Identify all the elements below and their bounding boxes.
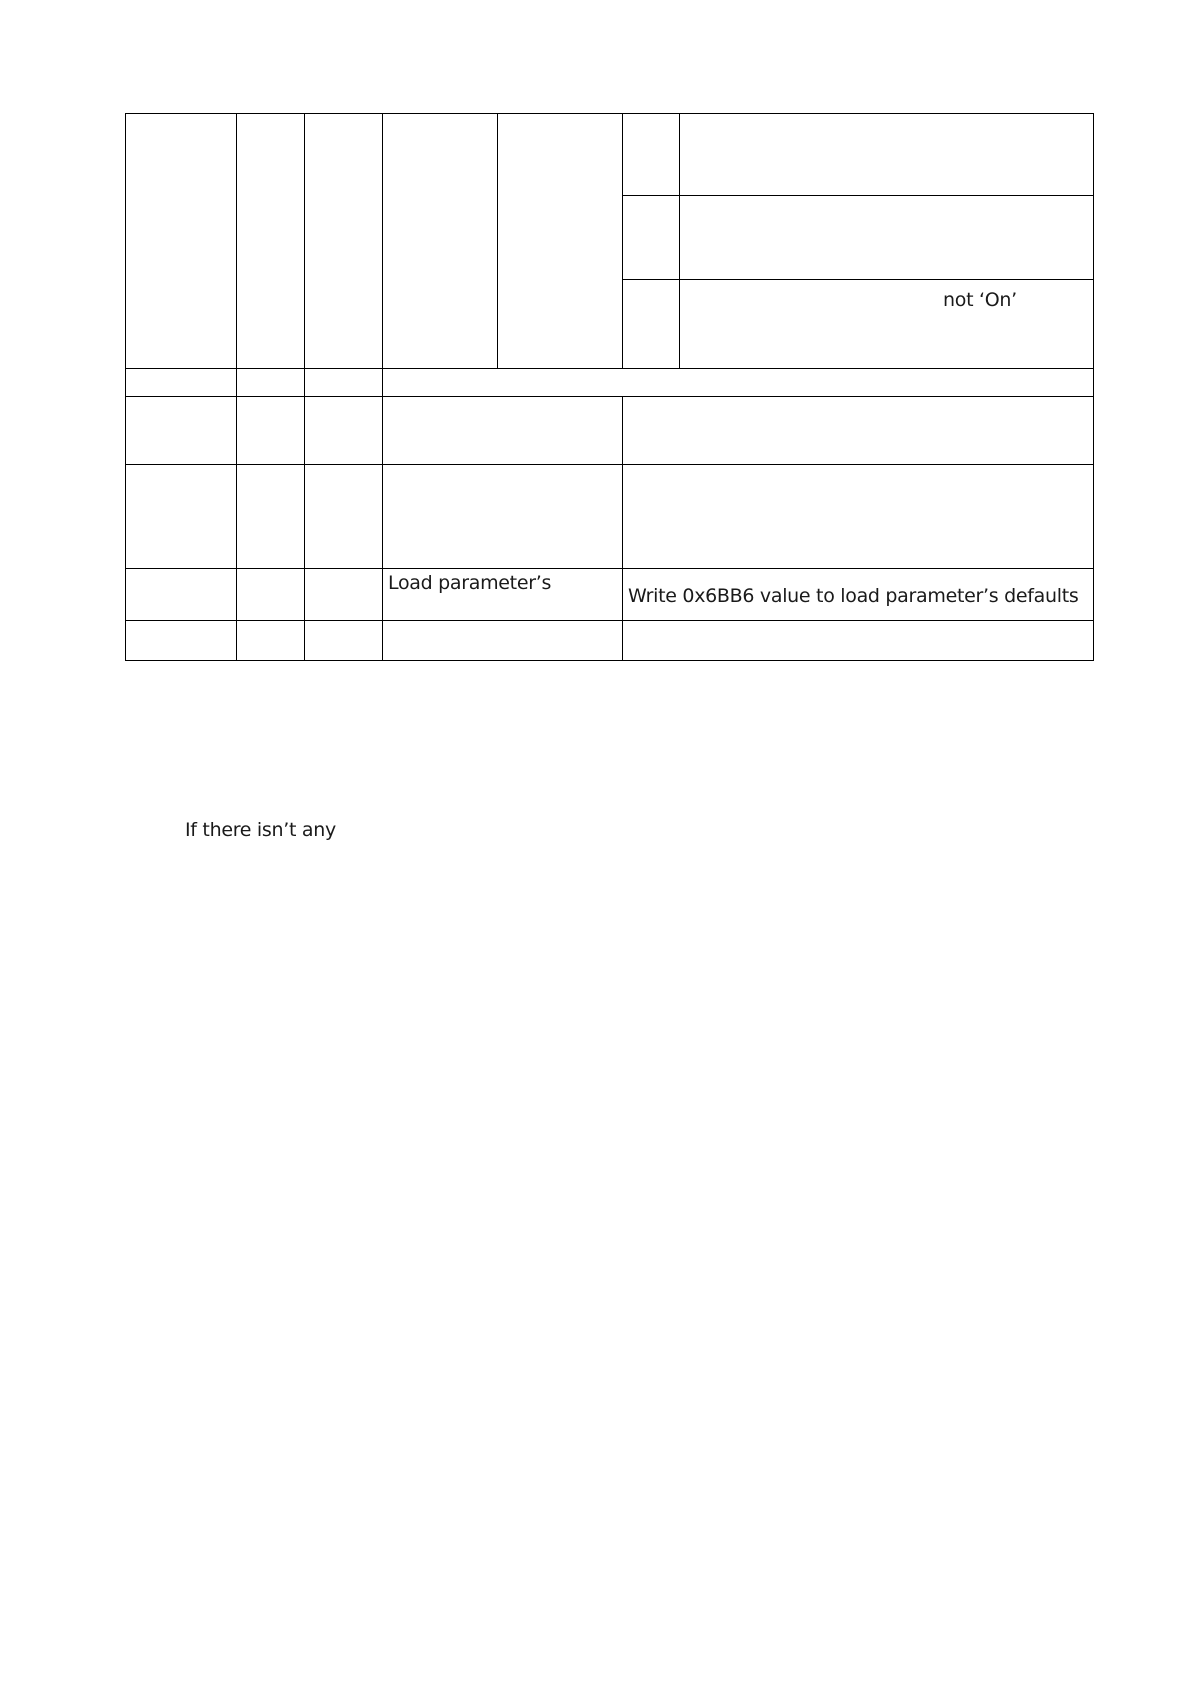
subrow-divider-2 (623, 279, 1094, 280)
table-border-top (125, 113, 1094, 114)
row5-description-cell: Write 0x6BB6 value to load parameter’s defaults (628, 585, 1079, 607)
column-divider-5-lower (622, 396, 623, 661)
row-divider-2 (125, 396, 1094, 397)
table-border-right (1093, 113, 1094, 661)
table-border-bottom (125, 660, 1094, 661)
column-divider-3 (382, 113, 383, 661)
column-divider-1 (236, 113, 237, 661)
row5-name-cell: Load parameter’s (388, 572, 552, 594)
row-divider-1 (125, 368, 1094, 369)
row-divider-5 (125, 620, 1094, 621)
column-divider-6 (679, 113, 680, 369)
column-divider-4 (497, 113, 498, 369)
column-divider-2 (304, 113, 305, 661)
column-divider-5 (622, 113, 623, 369)
body-paragraph: If there isn’t any (185, 819, 336, 841)
table-border-left (125, 113, 126, 661)
row-divider-3 (125, 464, 1094, 465)
row1-note-text: not ‘On’ (943, 289, 1017, 311)
subrow-divider-1 (623, 195, 1094, 196)
row-divider-4 (125, 568, 1094, 569)
